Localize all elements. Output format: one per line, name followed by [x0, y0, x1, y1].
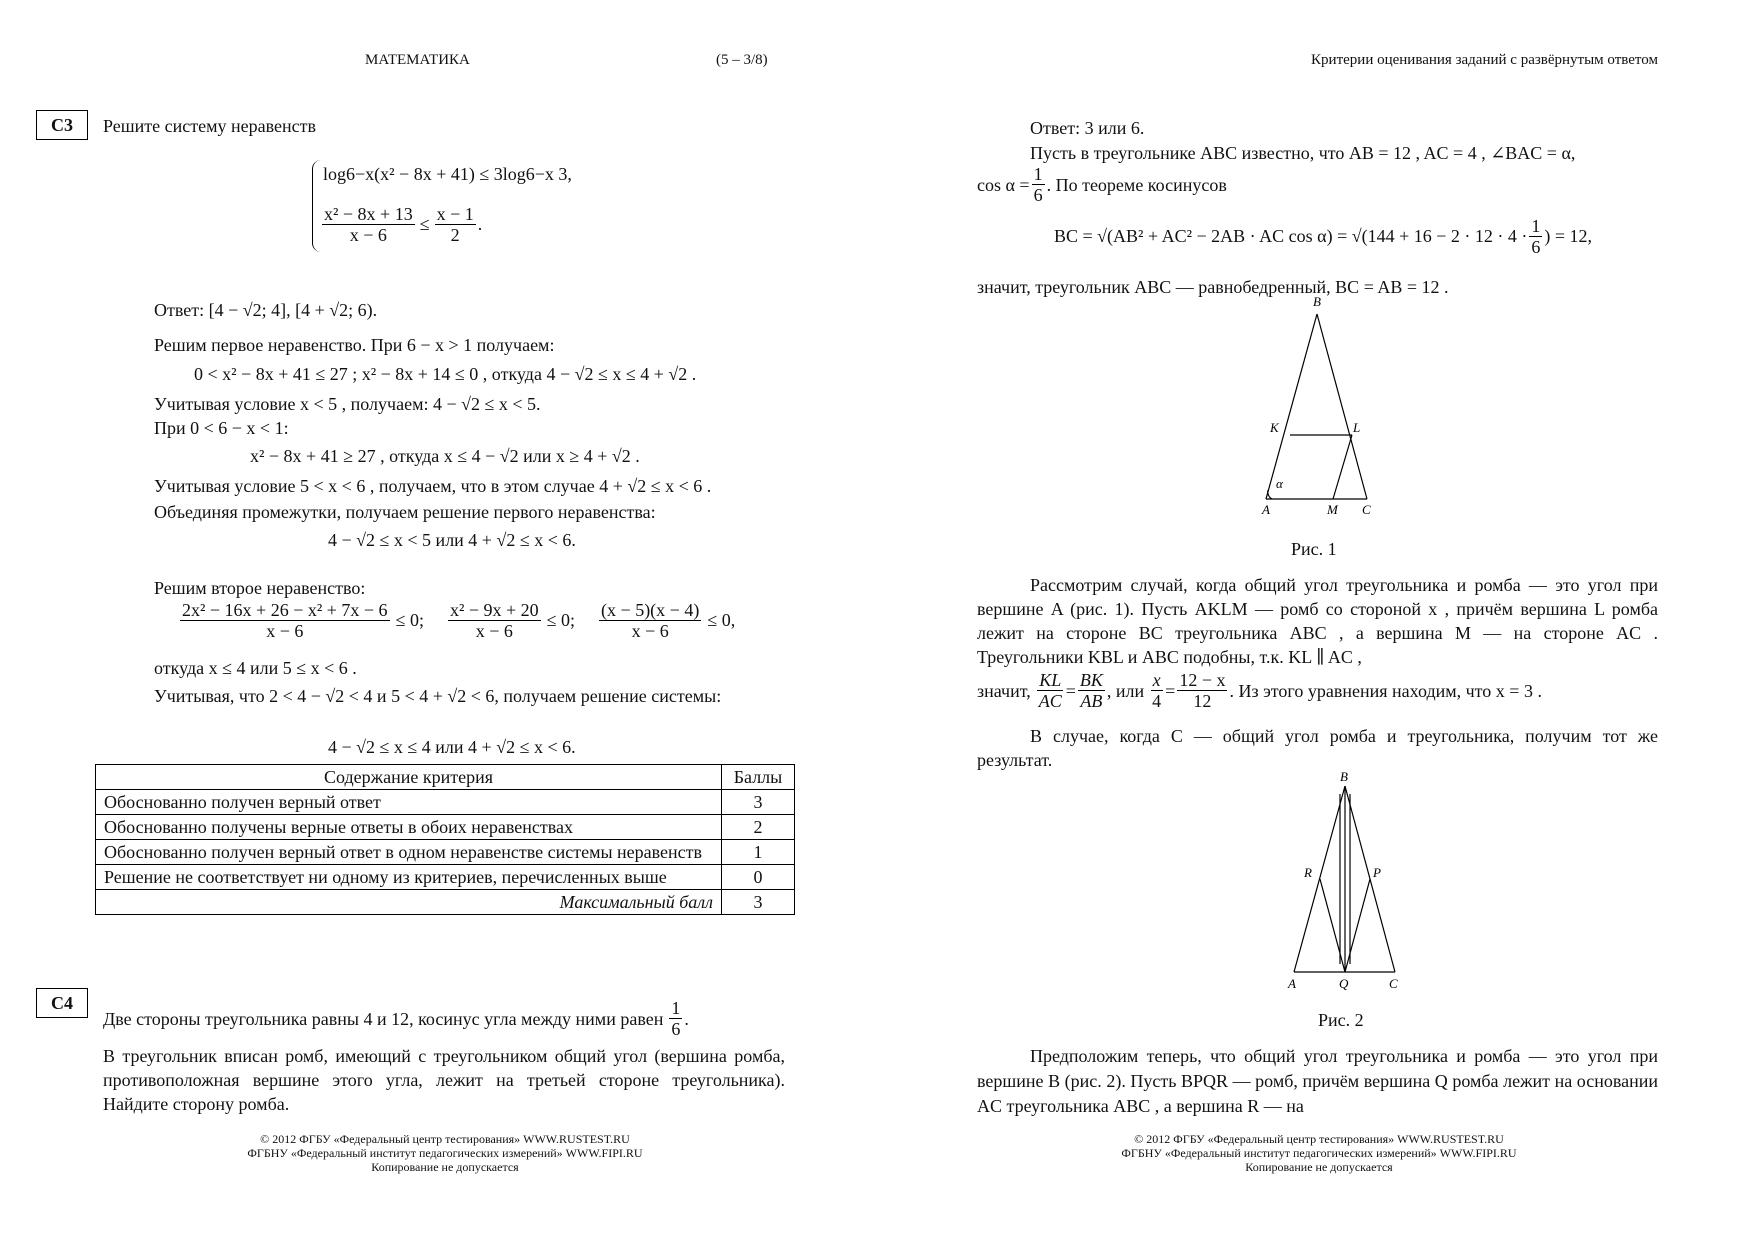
c4-frac-den: 6	[671, 1019, 681, 1039]
r-para-3: Рассмотрим случай, когда общий угол треугольника и ромба — это угол при вершине A (рис. 1). Пусть AKLM — ромб со стороной x , причём вершина L ромба лежит на стороне BC треугольника ABC , а вершина M — на стороне AC . Треугольники KBL и ABC подобны, т.к. KL ∥ AC ,	[977, 575, 1658, 667]
fig1-label-b: B	[1313, 294, 1321, 309]
c4-task-text-2: В треугольник вписан ромб, имеющий с треугольником общий угол (вершина ромба, противоположная вершине этого угла, лежит на третьей стороне треугольника). Найдите сторону ромба.	[103, 1046, 785, 1114]
fig1-label-alpha: α	[1276, 476, 1283, 491]
fig2-label-r: R	[1304, 865, 1312, 880]
footer-line-3: Копирование не допускается	[1245, 1160, 1393, 1174]
table-row	[96, 815, 795, 840]
c3-task-text: Решите систему неравенств	[103, 116, 316, 136]
r-para-6: Предположим теперь, что общий угол треугольника и ромба — это угол при вершине B (рис. 2). Пусть BPQR — ромб, причём вершина Q ромба лежит на основании AC треугольника ABC , а вершина R — на	[977, 1046, 1658, 1116]
footer-line-1: © 2012 ФГБУ «Федеральный центр тестирования» WWW.RUSTEST.RU	[260, 1132, 630, 1146]
r-bc-num: 1	[1531, 216, 1541, 236]
c4-frac-num: 1	[671, 998, 681, 1018]
fig1-label-c: C	[1362, 502, 1371, 517]
c4-task-tail: .	[684, 1008, 689, 1029]
f1-tail: ≤ 0;	[395, 610, 424, 630]
r-p4-pre: значит,	[977, 680, 1031, 701]
c3-step-12: 4 − √2 ≤ x ≤ 4 или 4 + √2 ≤ x < 6.	[328, 737, 576, 757]
r-p4-f2-den: AB	[1080, 691, 1103, 711]
criteria-text: Решение не соответствует ни одному из критериев, перечисленных выше	[96, 865, 722, 890]
criteria-max-points: 3	[722, 890, 795, 915]
criteria-header-row	[96, 765, 795, 790]
r-p4-f2-num: BK	[1079, 670, 1103, 690]
task-label-c3: C3	[36, 110, 88, 140]
fig1-label-a: A	[1262, 502, 1270, 517]
r-answer: Ответ: 3 или 6.	[1030, 118, 1145, 138]
c4-task-line-1	[103, 998, 689, 1039]
f1-num: 2x² − 16x + 26 − x² + 7x − 6	[182, 600, 388, 620]
fig2-label-c: C	[1389, 976, 1398, 991]
page-code: (5 – 3/8)	[716, 52, 768, 68]
sys-left-num: x² − 8x + 13	[324, 204, 413, 224]
f3-num: (x − 5)(x − 4)	[601, 600, 700, 620]
criteria-points: 2	[722, 815, 795, 840]
r-p4-f1-num: KL	[1039, 670, 1062, 690]
c3-step-6: Учитывая условие 5 < x < 6 , получаем, что в этом случае 4 + √2 ≤ x < 6 .	[154, 476, 712, 496]
r-para-1: Пусть в треугольнике ABC известно, что AB = 12 , AC = 4 , ∠BAC = α,	[1030, 143, 1576, 163]
r-bc-den: 6	[1531, 237, 1541, 257]
fig2-side-pq	[1345, 879, 1370, 972]
fig1-side-lm	[1333, 435, 1352, 499]
r-p4-f3-num: x	[1152, 670, 1161, 690]
right-header-title: Критерии оценивания заданий с развёрнутым ответом	[1311, 52, 1658, 68]
f2-den: x − 6	[475, 621, 513, 641]
footer-line-3: Копирование не допускается	[371, 1160, 519, 1174]
task-label-c4: C4	[36, 988, 88, 1018]
footer-left	[150, 1132, 740, 1174]
f2-num: x² − 9x + 20	[449, 600, 539, 620]
system-line-1: log6−x(x² − 8x + 41) ≤ 3log6−x 3,	[323, 164, 572, 184]
sys-right-num: x − 1	[436, 204, 474, 224]
footer-right	[1024, 1132, 1614, 1174]
footer-line-2: ФГБНУ «Федеральный институт педагогических измерений» WWW.FIPI.RU	[1121, 1146, 1517, 1160]
r-bc-formula-a: BC = √(AB² + AC² − 2AB · AC cos α) = √(144 + 16 − 2 · 12 · 4 ·	[1054, 226, 1528, 246]
criteria-text: Обоснованно получены верные ответы в обоих неравенствах	[96, 815, 722, 840]
c3-step-5: x² − 8x + 41 ≥ 27 , откуда x ≤ 4 − √2 или x ≥ 4 + √2 .	[250, 446, 640, 466]
criteria-text: Обоснованно получен верный ответ в одном неравенстве системы неравенств	[96, 840, 722, 865]
criteria-max-row	[96, 890, 795, 915]
page-subject: МАТЕМАТИКА	[365, 52, 470, 68]
fig2-label-p: P	[1373, 865, 1381, 880]
c3-step-8: 4 − √2 ≤ x < 5 или 4 + √2 ≤ x < 6.	[328, 530, 576, 550]
fig2-label-q: Q	[1339, 976, 1349, 991]
sys-left-den: x − 6	[349, 225, 387, 245]
r-para-1b	[977, 164, 1227, 205]
footer-line-1: © 2012 ФГБУ «Федеральный центр тестирования» WWW.RUSTEST.RU	[1134, 1132, 1504, 1146]
table-row	[96, 790, 795, 815]
r-p4-tail: . Из этого уравнения находим, что x = 3 .	[1229, 680, 1542, 701]
r-p4-mid: , или	[1106, 680, 1145, 701]
figure-2	[1270, 764, 1400, 994]
r-para-2: значит, треугольник ABC — равнобедренный, BC = AB = 12 .	[977, 277, 1449, 297]
f3-tail: ≤ 0,	[707, 610, 736, 630]
r-cos-pre: cos α =	[977, 174, 1030, 195]
criteria-table	[95, 764, 795, 915]
fig1-caption: Рис. 1	[1291, 539, 1337, 559]
fig1-side-ab	[1266, 314, 1317, 499]
r-para-4: значит, $\frac{KL}{AC}$ = $\frac{BK}{AB}$ , или $\frac{x}{4}$ = $\frac{12 - x}{12}$ . Из этого уравнения находим, что x = 3 .	[977, 670, 1542, 711]
fig1-label-m: M	[1327, 502, 1338, 517]
sys-rel: ≤	[419, 214, 430, 234]
criteria-header-content: Содержание критерия	[96, 765, 722, 790]
figure-1	[1250, 292, 1390, 518]
r-cos-den: 6	[1033, 185, 1043, 205]
table-row	[96, 865, 795, 890]
c3-step-2: 0 < x² − 8x + 41 ≤ 27 ; x² − 8x + 14 ≤ 0 , откуда 4 − √2 ≤ x ≤ 4 + √2 .	[194, 364, 697, 384]
fig2-label-b: B	[1340, 769, 1348, 784]
system-line-2: $\frac{\text{x² − 8x + 13}}{x - 6}$ ≤ $\frac{x - 1}{2}$ .	[324, 204, 483, 245]
criteria-text: Обоснованно получен верный ответ	[96, 790, 722, 815]
r-p4-f3-den: 4	[1152, 691, 1162, 711]
fig1-label-k: K	[1270, 420, 1279, 435]
c3-step-4: При 0 < 6 − x < 1:	[154, 418, 289, 438]
c4-task-text: Две стороны треугольника равны 4 и 12, косинус угла между ними равен	[103, 1008, 664, 1029]
criteria-points: 0	[722, 865, 795, 890]
c3-answer: Ответ: [4 − √2; 4], [4 + √2; 6).	[154, 300, 378, 320]
criteria-points: 3	[722, 790, 795, 815]
footer-line-2: ФГБНУ «Федеральный институт педагогических измерений» WWW.FIPI.RU	[247, 1146, 643, 1160]
c3-step-3: Учитывая условие x < 5 , получаем: 4 − √2 ≤ x < 5.	[154, 394, 541, 414]
c3-step-10: откуда x ≤ 4 или 5 ≤ x < 6 .	[154, 658, 357, 678]
f3-den: x − 6	[631, 621, 669, 641]
criteria-points: 1	[722, 840, 795, 865]
c3-step-11: Учитывая, что 2 < 4 − √2 < 4 и 5 < 4 + √2 < 6, получаем решение системы:	[154, 686, 722, 706]
c3-step-1: Решим первое неравенство. При 6 − x > 1 получаем:	[154, 335, 555, 355]
r-cos-num: 1	[1033, 164, 1043, 184]
c3-fractions-row	[178, 600, 735, 641]
fig1-side-bc	[1317, 314, 1367, 499]
fig2-label-a: A	[1288, 976, 1296, 991]
fig2-side-rq	[1320, 879, 1345, 972]
r-p4-f1-den: AC	[1038, 691, 1062, 711]
criteria-max-label: Максимальный балл	[96, 890, 722, 915]
fig1-label-l: L	[1353, 420, 1361, 435]
f1-den: x − 6	[266, 621, 304, 641]
r-bc-formula	[1054, 216, 1592, 257]
r-p4-f4-den: 12	[1193, 691, 1212, 711]
c3-step-9: Решим второе неравенство:	[154, 578, 366, 598]
c3-step-7: Объединяя промежутки, получаем решение первого неравенства:	[154, 502, 656, 522]
table-row	[96, 840, 795, 865]
f2-tail: ≤ 0;	[546, 610, 576, 630]
sys-right-den: 2	[450, 225, 460, 245]
criteria-header-points: Баллы	[722, 765, 795, 790]
r-bc-formula-b: ) = 12,	[1544, 226, 1593, 246]
r-para-5: В случае, когда C — общий угол ромба и треугольника, получим тот же результат.	[977, 726, 1658, 770]
r-cos-tail: . По теореме косинусов	[1046, 174, 1227, 195]
fig2-caption: Рис. 2	[1318, 1010, 1364, 1030]
r-p4-f4-num: 12 − x	[1179, 670, 1226, 690]
